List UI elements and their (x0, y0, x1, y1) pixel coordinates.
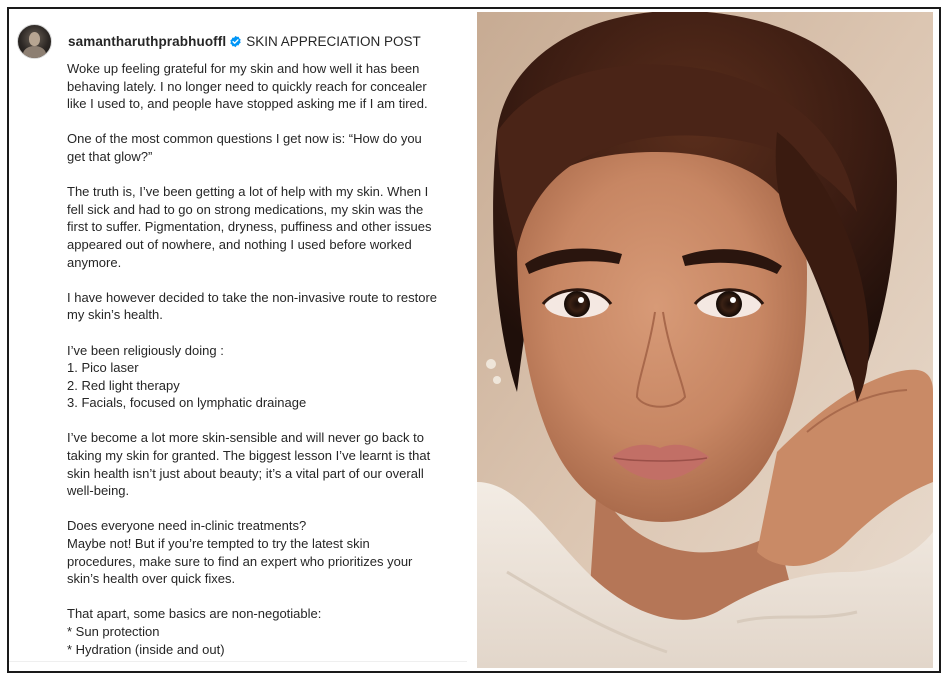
caption-line: I’ve been religiously doing : (67, 342, 224, 358)
avatar-face (29, 32, 40, 46)
post-caption (67, 60, 463, 662)
caption-line: anymore. (67, 254, 122, 270)
post-title: SKIN APPRECIATION POST (246, 33, 421, 49)
caption-line: fell sick and had to go on strong medications, my skin was the (67, 201, 424, 217)
caption-paragraph (67, 342, 463, 412)
caption-line: 2. Red light therapy (67, 377, 180, 393)
caption-line: like I used to, and people have stopped asking me if I am tired. (67, 96, 428, 112)
portrait-photo-icon (477, 12, 933, 668)
caption-paragraph (67, 289, 463, 324)
caption-line: I have however decided to take the non-invasive route to restore (67, 289, 437, 305)
username-link[interactable]: samantharuthprabhuoffl (68, 33, 227, 49)
caption-line: skin health isn’t just about beauty; it’s a vital part of our overall (67, 465, 424, 481)
caption-line: That apart, some basics are non-negotiable: (67, 606, 322, 622)
caption-paragraph (67, 605, 463, 658)
caption-line: get that glow?” (67, 148, 153, 164)
caption-line: my skin’s health. (67, 307, 163, 323)
caption-line: taking my skin for granted. The biggest lesson I’ve learnt is that (67, 448, 431, 464)
caption-line: Does everyone need in-clinic treatments? (67, 518, 307, 534)
caption-line: behaving lately. I no longer need to quickly reach for concealer (67, 78, 427, 94)
caption-line: appeared out of nowhere, and nothing I used before worked (67, 236, 412, 252)
verified-badge-icon (229, 35, 242, 48)
caption-paragraph (67, 130, 463, 165)
caption-line: 1. Pico laser (67, 360, 139, 376)
caption-line: Maybe not! But if you’re tempted to try the latest skin (67, 536, 370, 552)
post-caption-panel (9, 9, 467, 662)
caption-line: Woke up feeling grateful for my skin and how well it has been (67, 61, 420, 76)
caption-line: * Sun protection (67, 624, 160, 639)
caption-line: procedures, make sure to find an expert who prioritizes your (67, 553, 413, 569)
caption-line: first to suffer. Pigmentation, dryness, puffiness and other issues (67, 219, 432, 235)
caption-line: One of the most common questions I get now is: “How do you (67, 131, 422, 147)
divider (9, 661, 467, 662)
caption-line: skin’s health over quick fixes. (67, 571, 236, 587)
profile-avatar[interactable] (17, 24, 52, 59)
caption-paragraph (67, 60, 463, 113)
caption-line: The truth is, I’ve been getting a lot of help with my skin. When I (67, 184, 429, 200)
caption-line: I’ve become a lot more skin-sensible and will never go back to (67, 430, 424, 446)
caption-paragraph (67, 183, 463, 271)
post-header (17, 23, 421, 59)
post-photo[interactable] (477, 12, 933, 668)
caption-line: well-being. (67, 483, 130, 499)
caption-paragraph (67, 429, 463, 499)
avatar-shoulders (23, 46, 46, 59)
caption-paragraph (67, 517, 463, 587)
caption-line: 3. Facials, focused on lymphatic drainage (67, 395, 307, 411)
caption-line: * Hydration (inside and out) (67, 641, 225, 657)
